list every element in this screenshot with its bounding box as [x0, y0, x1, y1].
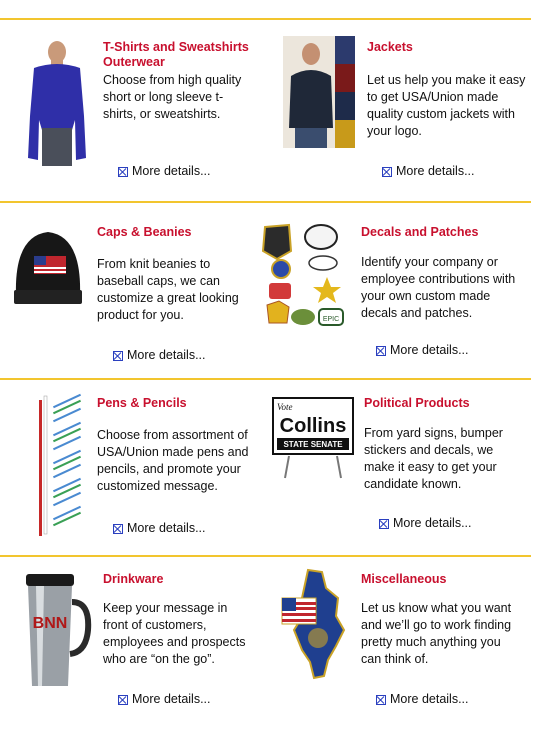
more-details-icon: [113, 524, 123, 534]
beanie-product-image[interactable]: [12, 226, 84, 308]
product-description: From yard signs, bumper stickers and decals, we make it easy to get your candidate known.: [364, 426, 503, 491]
more-details-link[interactable]: [118, 164, 211, 179]
product-title[interactable]: Political Products: [364, 396, 470, 410]
more-details-icon: [113, 351, 123, 361]
product-description: Let us help you make it easy to get USA/Union made quality custom jackets with your logo.: [367, 73, 526, 138]
more-details-label[interactable]: More details...: [132, 692, 211, 706]
patches-product-image[interactable]: [259, 221, 355, 329]
more-details-link[interactable]: [379, 516, 472, 531]
product-title[interactable]: Pens & Pencils: [97, 396, 187, 410]
more-details-link[interactable]: [376, 343, 469, 358]
product-title[interactable]: Jackets: [367, 40, 413, 54]
product-title[interactable]: Caps & Beanies: [97, 225, 192, 239]
more-details-label[interactable]: More details...: [390, 343, 469, 357]
more-details-icon: [379, 519, 389, 529]
more-details-label[interactable]: More details...: [390, 692, 469, 706]
product-title[interactable]: Miscellaneous: [361, 572, 447, 586]
more-details-link[interactable]: [118, 692, 211, 707]
more-details-label[interactable]: More details...: [127, 521, 206, 535]
patch-label: EPIC: [322, 316, 340, 323]
product-description: Identify your company or employee contributions with your own custom made decals and patches.: [361, 255, 516, 320]
section-divider: [0, 18, 531, 20]
section-divider: [0, 555, 531, 557]
product-title[interactable]: Decals and Patches: [361, 225, 479, 239]
jacket-product-image[interactable]: [283, 36, 355, 148]
more-details-label[interactable]: More details...: [396, 164, 475, 178]
more-details-label[interactable]: More details...: [127, 348, 206, 362]
mug-logo-text: BNN: [32, 615, 68, 632]
pens-product-image[interactable]: [34, 392, 86, 540]
tshirt-product-image[interactable]: [20, 38, 90, 166]
product-description: Choose from high quality short or long sleeve t-shirts, or sweatshirts.: [103, 73, 242, 121]
more-details-icon: [118, 167, 128, 177]
more-details-link[interactable]: [113, 348, 206, 363]
more-details-icon: [376, 695, 386, 705]
more-details-label[interactable]: More details...: [393, 516, 472, 530]
more-details-icon: [382, 167, 392, 177]
section-divider: [0, 378, 531, 380]
more-details-label[interactable]: More details...: [132, 164, 211, 178]
product-description: Let us know what you want and we’ll go to work finding pretty much anything you can think of.: [361, 601, 512, 666]
product-title[interactable]: Drinkware: [103, 572, 164, 586]
product-description: From knit beanies to baseball caps, we can customize a great looking product for you.: [97, 257, 239, 322]
sign-vote-text: Vote: [277, 402, 293, 412]
more-details-link[interactable]: [382, 164, 475, 179]
more-details-icon: [118, 695, 128, 705]
more-details-icon: [376, 346, 386, 356]
sign-office-text: STATE SENATE: [283, 440, 343, 449]
product-title[interactable]: T-Shirts and Sweatshirts Outerwear: [103, 40, 249, 69]
sign-name-text: Collins: [279, 415, 347, 437]
product-description: Choose from assortment of USA/Union made pens and pencils, and promote your customized message.: [97, 428, 249, 493]
section-divider: [0, 201, 531, 203]
more-details-link[interactable]: [113, 521, 206, 536]
union-pin-product-image[interactable]: [278, 568, 354, 680]
travel-mug-product-image[interactable]: [20, 572, 92, 690]
product-description: Keep your message in front of customers, employees and prospects who are “on the go”.: [103, 601, 246, 666]
yard-sign-product-image[interactable]: [271, 396, 355, 480]
more-details-link[interactable]: [376, 692, 469, 707]
